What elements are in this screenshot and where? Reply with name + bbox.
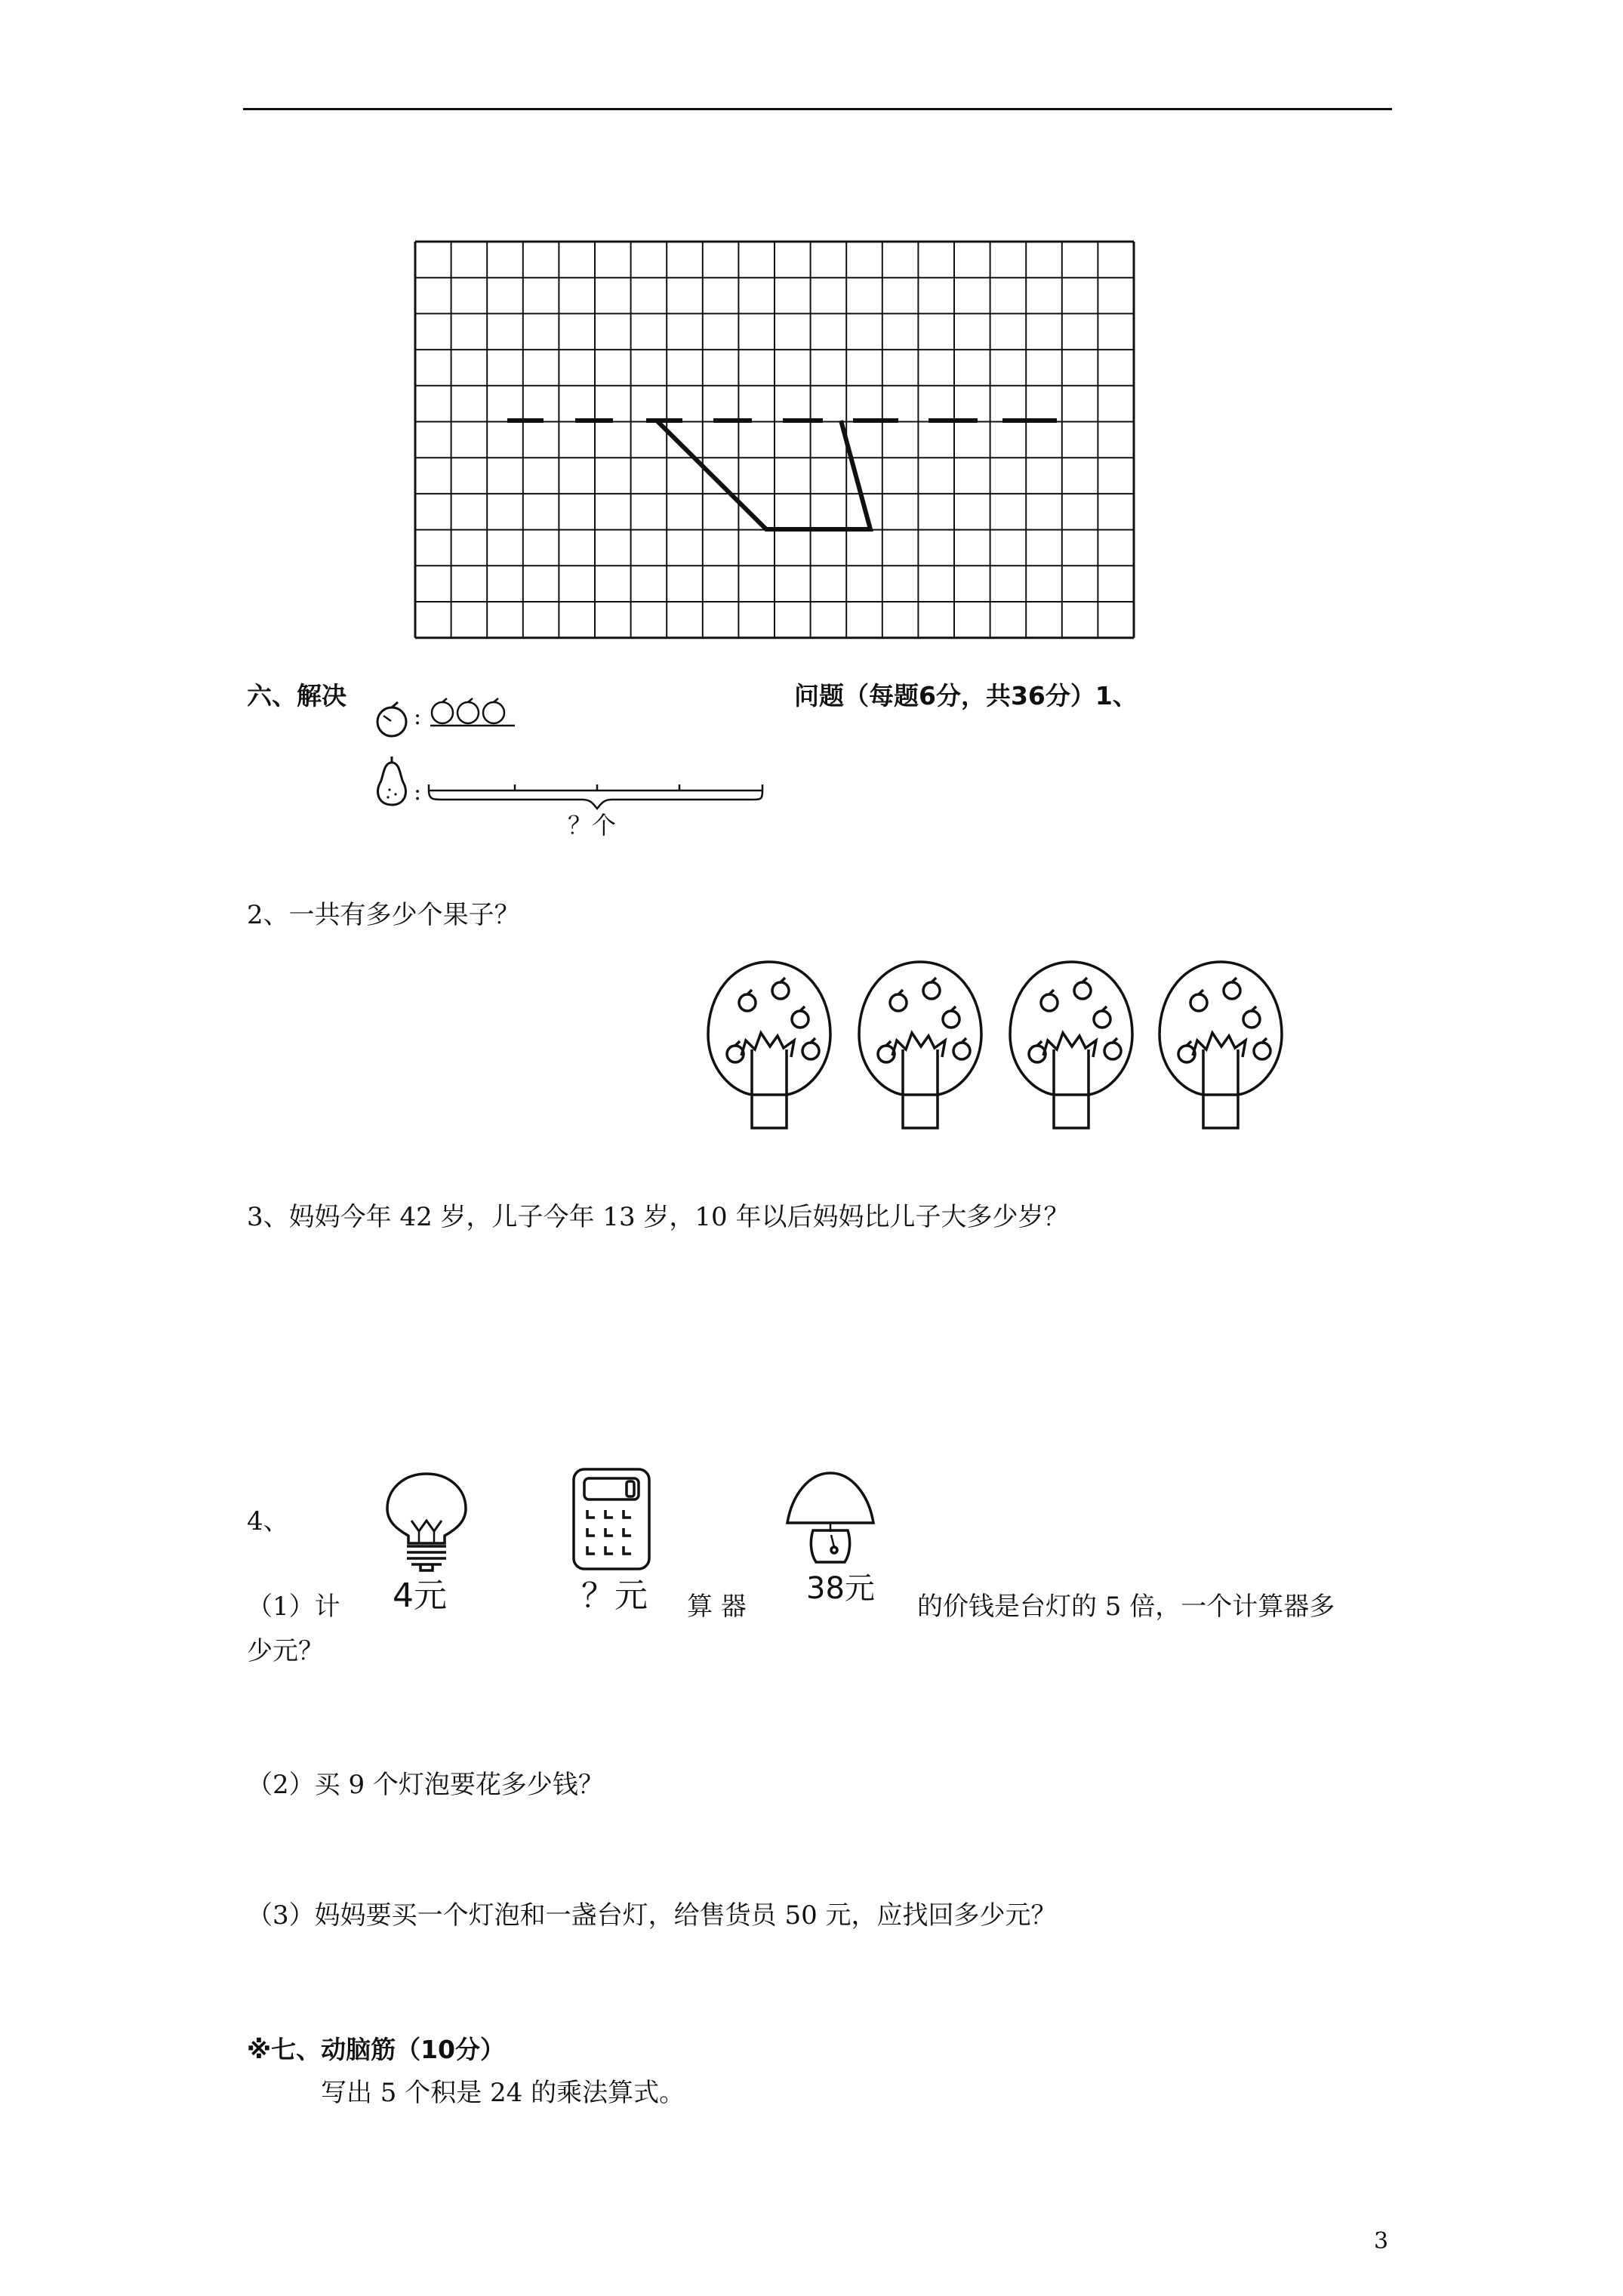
fruit-tree-icon xyxy=(853,957,987,1131)
section7-title: ※七、动脑筋（10分） xyxy=(247,2035,506,2064)
q4-sub1-a: （1）计 xyxy=(247,1592,340,1622)
q4-sub1-b: 算 器 xyxy=(687,1592,747,1622)
table-lamp-icon xyxy=(781,1469,879,1567)
apple-icon xyxy=(373,701,411,738)
q2-text: 2、一共有多少个果子？ xyxy=(247,900,520,930)
lamp-price: 38元 xyxy=(806,1571,875,1606)
calculator-icon xyxy=(569,1466,654,1572)
header-rule xyxy=(243,108,1392,110)
grid-figure xyxy=(415,242,1125,642)
q4-sub3: （3）妈妈要买一个灯泡和一盏台灯，给售货员 50 元，应找回多少元？ xyxy=(247,1900,1057,1931)
section6-title-b: 问题（每题6分，共36分）1、 xyxy=(794,681,1138,710)
section6-title-a: 六、解决 xyxy=(247,681,346,710)
quantity-bracket xyxy=(427,774,765,812)
q4-sub2: （2）买 9 个灯泡要花多少钱？ xyxy=(247,1770,604,1800)
q4-sub1-d: 少元？ xyxy=(247,1636,324,1666)
fruit-tree-icon xyxy=(702,957,836,1131)
bulb-price: 4元 xyxy=(393,1576,447,1615)
trapezoid-shape xyxy=(657,421,870,529)
q4-sub1-c: 的价钱是台灯的 5 倍，一个计算器多 xyxy=(917,1592,1335,1622)
light-bulb-icon xyxy=(381,1471,472,1573)
fruit-tree-icon xyxy=(1004,957,1138,1131)
section7-text: 写出 5 个积是 24 的乘法算式。 xyxy=(321,2078,685,2108)
bracket-label: ？个 xyxy=(568,811,617,840)
pear-colon: : xyxy=(414,779,422,806)
calculator-price: ？元 xyxy=(581,1576,648,1615)
fruit-tree-icon xyxy=(1153,957,1288,1131)
apple-row xyxy=(429,698,519,729)
fruit-tree-row xyxy=(702,957,1291,1131)
q4-label: 4、 xyxy=(247,1506,289,1536)
q3-text: 3、妈妈今年 42 岁，儿子今年 13 岁，10 年以后妈妈比儿子大多少岁？ xyxy=(247,1202,1070,1232)
apple-colon: : xyxy=(414,704,422,730)
page-number: 3 xyxy=(1374,2228,1389,2254)
pear-icon xyxy=(373,754,411,808)
